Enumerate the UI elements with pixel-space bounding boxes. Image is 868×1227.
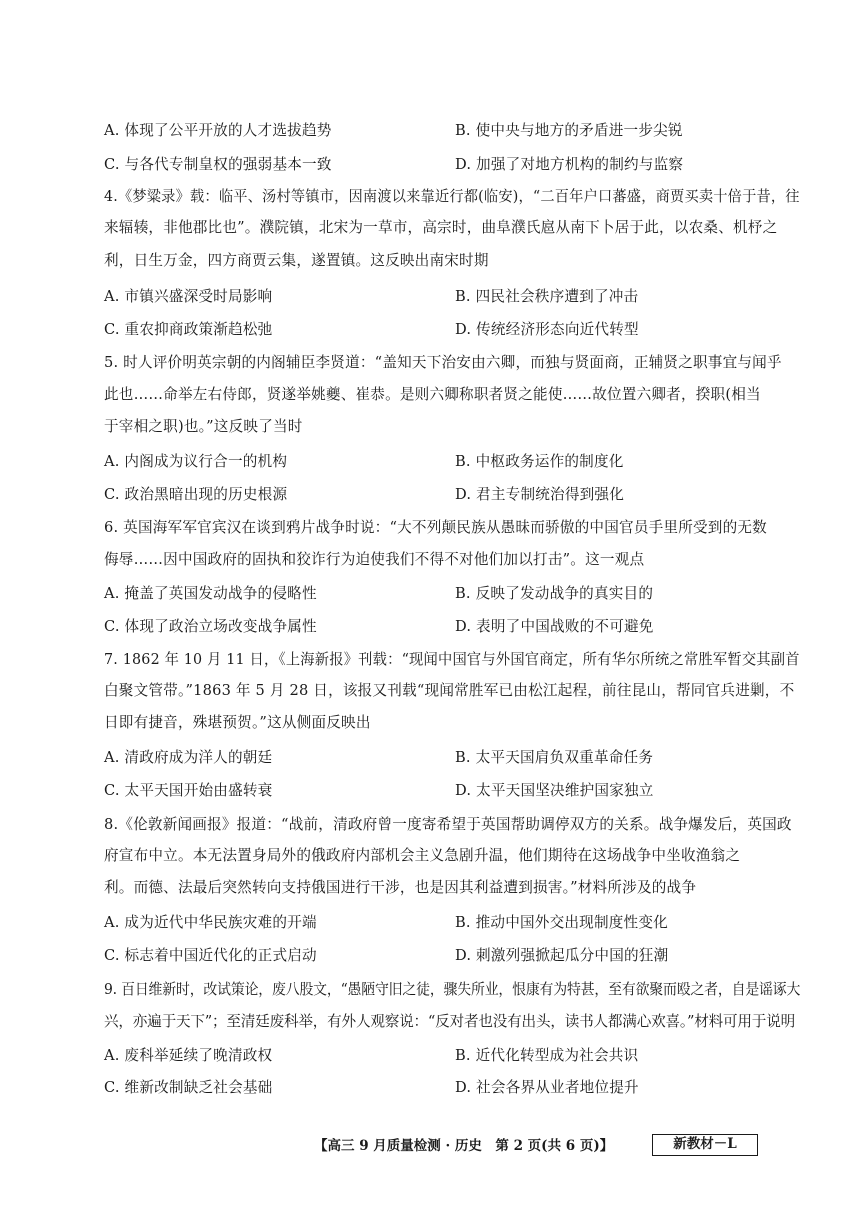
q4-stem-line-1: 4.《梦粱录》载：临平、汤村等镇市，因南渡以来靠近行都(临安)，“二百年户口蕃盛，商贾买卖十倍于昔，往 [104,188,800,205]
q8-option-c: C. 标志着中国近代化的正式启动 [104,947,317,964]
q8-option-b: B. 推动中国外交出现制度性变化 [455,914,668,931]
q7-option-d: D. 太平天国坚决维护国家独立 [455,782,654,799]
q4-option-b: B. 四民社会秩序遭到了冲击 [455,288,639,305]
q8-stem-line-1: 8.《伦敦新闻画报》报道：“战前，清政府曾一度寄希望于英国帮助调停双方的关系。战争爆发后，英国政 [104,816,792,833]
q7-option-a: A. 清政府成为洋人的朝廷 [104,749,273,766]
q5-stem-line-2: 此也……命举左右侍郎，贤遂举姚夔、崔恭。是则六卿称职者贤之能使……故位置六卿者，揆职(相当 [104,386,761,403]
q3-option-a: A. 体现了公平开放的人才选拔趋势 [104,122,332,139]
q9-stem-line-2: 兴，亦遍于天下”；至清廷废科举，有外人观察说：“反对者也没有出头，读书人都满心欢喜。”材料可用于说明 [104,1013,795,1030]
q5-option-c: C. 政治黑暗出现的历史根源 [104,486,288,503]
q7-option-b: B. 太平天国肩负双重革命任务 [455,749,654,766]
q5-option-d: D. 君主专制统治得到强化 [455,486,624,503]
q4-option-d: D. 传统经济形态向近代转型 [455,321,639,338]
q8-stem-line-2: 府宣布中立。本无法置身局外的俄政府内部机会主义急剧升温，他们期待在这场战争中坐收渔翁之 [104,847,741,864]
q6-option-a: A. 掩盖了英国发动战争的侵略性 [104,585,317,602]
q8-option-d: D. 刺激列强掀起瓜分中国的狂潮 [455,947,669,964]
q4-option-a: A. 市镇兴盛深受时局影响 [104,288,273,305]
q8-option-a: A. 成为近代中华民族灾难的开端 [104,914,317,931]
q7-option-c: C. 太平天国开始由盛转衰 [104,782,273,799]
q6-option-b: B. 反映了发动战争的真实目的 [455,585,654,602]
q9-option-d: D. 社会各界从业者地位提升 [455,1079,639,1096]
q9-stem-line-1: 9. 百日维新时，改试策论，废八股文，“愚陋守旧之徒，骤失所业，恨康有为特甚，至有欲聚而殴之者，自是谣诼大 [104,981,801,998]
q7-stem-line-2: 白聚文管带。”1863 年 5 月 28 日，该报又刊载“现闻常胜军已由松江起程，前往昆山，帮同官兵进剿，不 [104,682,795,699]
q4-stem-line-2: 来辐辏，非他郡比也”。濮院镇，北宋为一草市，高宗时，曲阜濮氏扈从南下卜居于此，以农桑、机杼之 [104,219,778,236]
page-footer [0,1134,868,1158]
q5-stem-line-1: 5. 时人评价明英宗朝的内阁辅臣李贤道：“盖知天下治安由六卿，而独与贤面商，正辅贤之职事宜与闻乎 [104,354,782,371]
q3-option-b: B. 使中央与地方的矛盾进一步尖锐 [455,122,683,139]
q6-option-d: D. 表明了中国战败的不可避免 [455,618,654,635]
q3-option-c: C. 与各代专制皇权的强弱基本一致 [104,156,332,173]
q5-option-b: B. 中枢政务运作的制度化 [455,453,624,470]
q6-stem-line-2: 侮辱……因中国政府的固执和狡诈行为迫使我们不得不对他们加以打击”。这一观点 [104,551,645,568]
q7-stem-line-1: 7. 1862 年 10 月 11 日，《上海新报》刊载：“现闻中国官与外国官商定，所有华尔所统之常胜军暂交其副首 [104,651,800,668]
q7-stem-line-3: 日即有捷音，殊堪预贺。”这从侧面反映出 [104,714,371,731]
q6-stem-line-1: 6. 英国海军军官宾汉在谈到鸦片战争时说：“大不列颠民族从愚昧而骄傲的中国官员手里所受到的无数 [104,519,767,536]
q6-option-c: C. 体现了政治立场改变战争属性 [104,618,317,635]
q4-option-c: C. 重农抑商政策渐趋松弛 [104,321,273,338]
q5-stem-line-3: 于宰相之职)也。”这反映了当时 [104,418,303,435]
q8-stem-line-3: 利。而德、法最后突然转向支持俄国进行干涉，也是因其利益遭到损害。”材料所涉及的战争 [104,879,697,896]
footer-page-info: 【高三 9 月质量检测 · 历史 第 2 页(共 6 页)】 [314,1138,614,1154]
q4-stem-line-3: 利，日生万金，四方商贾云集，遂置镇。这反映出南宋时期 [104,252,489,269]
q9-option-b: B. 近代化转型成为社会共识 [455,1047,639,1064]
q9-option-a: A. 废科举延续了晚清政权 [104,1047,273,1064]
q9-option-c: C. 维新改制缺乏社会基础 [104,1079,273,1096]
q3-option-d: D. 加强了对地方机构的制约与监察 [455,156,684,173]
q5-option-a: A. 内阁成为议行合一的机构 [104,453,288,470]
edition-badge: 新教材－L [652,1134,758,1156]
